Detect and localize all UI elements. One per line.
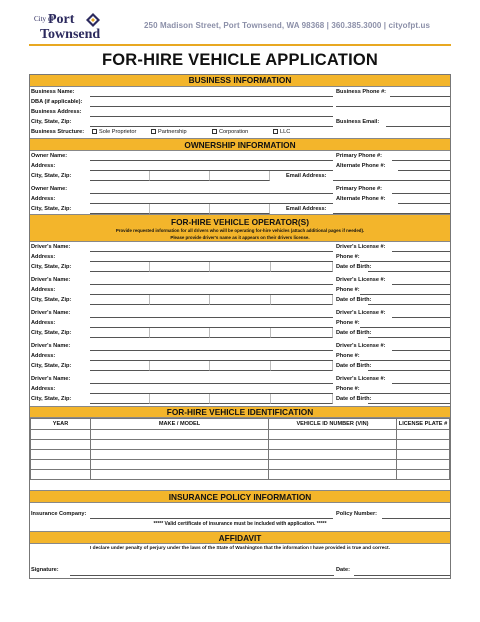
vehicle-cell[interactable] [91,440,269,450]
owner-name-label: Owner Name: [31,153,68,159]
driver-name-row [30,374,450,384]
driver-zip-field[interactable] [210,394,271,404]
driver-address-label: Address: [31,386,56,392]
sole-proprietor-checkbox[interactable] [92,129,97,134]
driver-block [30,341,450,374]
driver-name-row [30,275,450,285]
column-header: LICENSE PLATE # [397,419,450,430]
driver-csz-label: City, State, Zip: [31,264,72,270]
business-address-label: Business Address: [31,109,82,115]
owner-address-label: Address: [31,163,56,169]
driver-state-field[interactable] [150,328,210,338]
business-structure-row [30,127,450,138]
vehicle-section-heading: FOR-HIRE VEHICLE IDENTIFICATION [30,406,450,418]
header-contact: 250 Madison Street, Port Townsend, WA 98368 | 360.385.3000 | cityofpt.us [144,21,430,30]
driver-name-row [30,242,450,252]
vehicle-cell[interactable] [397,440,450,450]
business-csz-label: City, State, Zip: [31,119,72,125]
owner-name-label: Owner Name: [31,186,68,192]
driver-dob-field[interactable] [368,304,450,305]
logo-city-of: City of [34,15,54,23]
driver-phone-label: Phone #: [336,320,360,326]
insurance-section-heading: INSURANCE POLICY INFORMATION [30,490,450,503]
business-section-heading: BUSINESS INFORMATION [30,75,450,87]
driver-extra-field[interactable] [271,328,333,338]
vehicle-cell[interactable] [31,440,91,450]
driver-block [30,308,450,341]
driver-phone-label: Phone #: [336,353,360,359]
driver-csz-label: City, State, Zip: [31,363,72,369]
table-row [31,470,450,480]
driver-license-label: Driver's License #: [336,310,386,316]
logo-mark-icon [86,13,100,27]
driver-csz-row [30,361,450,371]
owner-zip-field[interactable] [210,171,270,181]
vehicle-cell[interactable] [31,430,91,440]
driver-dob-label: Date of Birth: [336,297,372,303]
driver-name-label: Driver's Name: [31,277,71,283]
driver-address-row [30,384,450,394]
vehicle-cell[interactable] [397,450,450,460]
application-form [29,74,451,579]
driver-state-field[interactable] [150,361,210,371]
driver-name-label: Driver's Name: [31,343,71,349]
driver-phone-label: Phone #: [336,386,360,392]
insurance-company-field[interactable] [90,518,333,519]
primary-phone-label: Primary Phone #: [336,153,383,159]
driver-license-label: Driver's License #: [336,244,386,250]
driver-dob-field[interactable] [368,271,450,272]
driver-dob-field[interactable] [368,337,450,338]
partnership-label: Partnership [158,129,187,135]
driver-city-field[interactable] [90,361,150,371]
driver-license-label: Driver's License #: [336,343,386,349]
signature-label: Signature: [31,567,59,573]
owner-address-row [30,194,450,204]
vehicle-cell[interactable] [269,430,397,440]
driver-city-field[interactable] [90,328,150,338]
business-structure-label: Business Structure: [31,129,85,135]
partnership-checkbox[interactable] [151,129,156,134]
driver-block [30,242,450,275]
operators-heading-text: FOR-HIRE VEHICLE OPERATOR(S) [171,217,309,227]
page-title: FOR-HIRE VEHICLE APPLICATION [101,51,379,69]
vehicle-cell[interactable] [31,460,91,470]
column-header: YEAR [31,419,91,430]
vehicle-cell[interactable] [91,430,269,440]
owner-csz-label: City, State, Zip: [31,173,72,179]
driver-city-field[interactable] [90,295,150,305]
vehicle-cell[interactable] [397,470,450,480]
vehicle-cell[interactable] [397,430,450,440]
owner-address-label: Address: [31,196,56,202]
driver-state-field[interactable] [150,262,210,272]
table-row [31,460,450,470]
driver-state-field[interactable] [150,295,210,305]
driver-zip-field[interactable] [210,262,271,272]
vehicle-cell[interactable] [269,460,397,470]
column-header: MAKE / MODEL [91,419,269,430]
driver-csz-row [30,295,450,305]
date-field[interactable] [354,575,450,576]
driver-dob-field[interactable] [368,370,450,371]
owner-csz-row [30,204,450,214]
policy-number-field[interactable] [382,518,450,519]
driver-extra-field[interactable] [271,262,333,272]
driver-name-label: Driver's Name: [31,310,71,316]
llc-label: LLC [280,129,291,135]
insurance-note: ***** Valid certificate of insurance must be included with application. ***** [153,521,327,527]
alternate-phone-label: Alternate Phone #: [336,196,386,202]
owner-email-label: Email Address: [286,206,327,212]
affidavit-section-heading: AFFIDAVIT [30,531,450,544]
vehicle-table-header [31,419,450,430]
vehicle-cell[interactable] [91,460,269,470]
driver-csz-row [30,262,450,272]
vehicle-table [30,418,450,480]
date-label: Date: [336,567,350,573]
llc-checkbox[interactable] [273,129,278,134]
dba-row [30,97,450,107]
owner-city-field[interactable] [90,204,150,214]
driver-name-row [30,341,450,351]
driver-address-label: Address: [31,353,56,359]
owner-zip-field[interactable] [210,204,270,214]
vehicle-cell[interactable] [269,470,397,480]
driver-address-row [30,252,450,262]
driver-block [30,275,450,308]
driver-address-row [30,318,450,328]
driver-city-field[interactable] [90,262,150,272]
driver-dob-label: Date of Birth: [336,396,372,402]
driver-name-row [30,308,450,318]
table-row [31,440,450,450]
owner-city-field[interactable] [90,171,150,181]
business-phone-label: Business Phone #: [336,89,387,95]
driver-phone-label: Phone #: [336,254,360,260]
owner-email-label: Email Address: [286,173,327,179]
business-email-label: Business Email: [336,119,380,125]
driver-name-label: Driver's Name: [31,376,71,382]
driver-extra-field[interactable] [271,295,333,305]
vehicle-cell[interactable] [91,470,269,480]
driver-address-label: Address: [31,254,56,260]
sole-proprietor-label: Sole Proprietor [99,129,137,135]
vehicle-cell[interactable] [397,460,450,470]
driver-dob-label: Date of Birth: [336,330,372,336]
driver-csz-row [30,394,450,404]
business-csz-row [30,117,450,127]
insurance-row [30,503,450,519]
driver-dob-field[interactable] [368,403,450,404]
affidavit-text: I declare under penalty of perjury under the laws of the State of Washington that the information I have provided is true and correct. [90,546,390,551]
signature-field[interactable] [70,575,334,576]
corporation-checkbox[interactable] [212,129,217,134]
driver-csz-label: City, State, Zip: [31,330,72,336]
driver-address-row [30,351,450,361]
table-row [31,450,450,460]
policy-number-label: Policy Number: [336,511,378,517]
owner-address-row [30,161,450,171]
driver-name-label: Driver's Name: [31,244,71,250]
logo-townsend: Townsend [40,27,101,42]
driver-dob-label: Date of Birth: [336,264,372,270]
driver-address-label: Address: [31,287,56,293]
owner-state-field[interactable] [150,204,210,214]
owner-block-2 [30,184,450,214]
vehicle-cell[interactable] [31,450,91,460]
driver-block [30,374,450,404]
driver-zip-field[interactable] [210,328,271,338]
column-header: VEHICLE ID NUMBER (VIN) [269,419,397,430]
driver-dob-label: Date of Birth: [336,363,372,369]
alternate-phone-label: Alternate Phone #: [336,163,386,169]
driver-zip-field[interactable] [210,295,271,305]
ownership-section-heading: OWNERSHIP INFORMATION [30,138,450,151]
driver-license-label: Driver's License #: [336,376,386,382]
business-name-row [30,87,450,97]
vehicle-cell[interactable] [269,450,397,460]
corporation-label: Corporation [219,129,249,135]
driver-zip-field[interactable] [210,361,271,371]
owner-block-1 [30,151,450,181]
vehicle-cell[interactable] [269,440,397,450]
driver-license-label: Driver's License #: [336,277,386,283]
driver-city-field[interactable] [90,394,150,404]
owner-csz-label: City, State, Zip: [31,206,72,212]
table-row [31,430,450,440]
driver-extra-field[interactable] [271,394,333,404]
header-divider [29,44,451,46]
driver-address-row [30,285,450,295]
driver-csz-row [30,328,450,338]
business-name-label: Business Name: [31,89,75,95]
primary-phone-label: Primary Phone #: [336,186,383,192]
owner-name-row [30,184,450,194]
driver-csz-label: City, State, Zip: [31,297,72,303]
owner-name-row [30,151,450,161]
insurance-company-label: Insurance Company: [31,511,87,517]
vehicle-cell[interactable] [91,450,269,460]
driver-phone-label: Phone #: [336,287,360,293]
owner-csz-row [30,171,450,181]
signature-row [30,554,450,578]
operators-note-2: Please provide driver's name as it appears on their drivers license. [170,234,310,240]
driver-state-field[interactable] [150,394,210,404]
owner-state-field[interactable] [150,171,210,181]
driver-extra-field[interactable] [271,361,333,371]
driver-address-label: Address: [31,320,56,326]
operators-section-heading [30,214,450,242]
city-logo [34,12,101,45]
operators-note-1: Provide requested information for all drivers who will be operating for-hire vehicles (attach additional pages if needed). [115,228,365,233]
vehicle-cell[interactable] [31,470,91,480]
drivers-list [30,242,450,404]
owner-email-field[interactable] [333,180,450,181]
driver-csz-label: City, State, Zip: [31,396,72,402]
dba-label: DBA (if applicable): [31,99,83,105]
business-address-row [30,107,450,117]
owner-email-field[interactable] [333,213,450,214]
logo-port: Port [48,12,75,27]
